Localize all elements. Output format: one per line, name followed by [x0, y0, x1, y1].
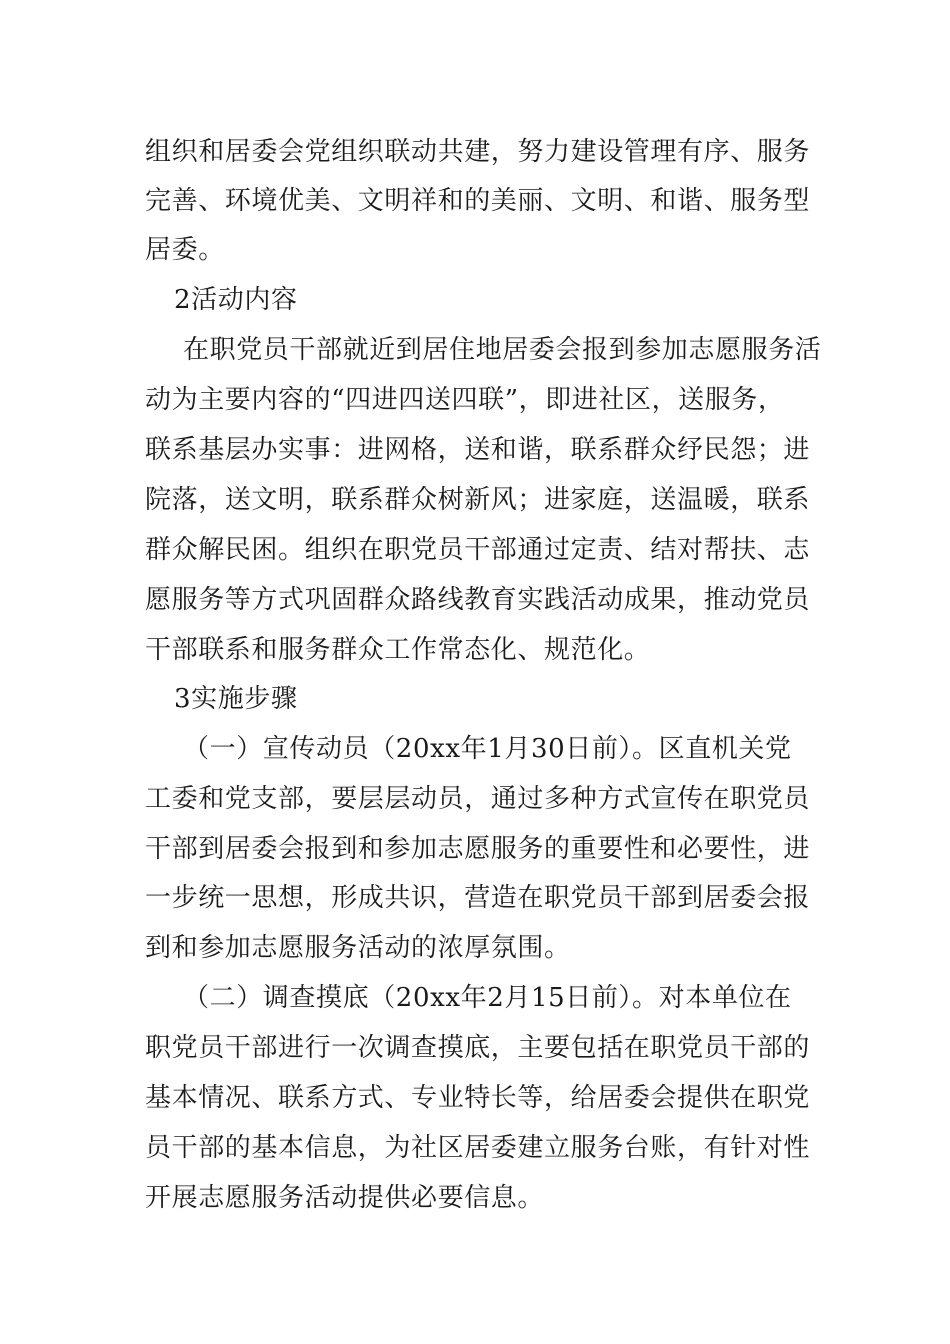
section-heading: 2活动内容: [174, 285, 298, 315]
paragraph-line: 动为主要内容的“四进四送四联”，即进社区，送服务，: [145, 385, 785, 415]
paragraph-line: 到和参加志愿服务活动的浓厚氛围。: [145, 933, 571, 963]
section-heading: 3实施步骤: [174, 684, 298, 714]
paragraph-line: 在职党员干部就近到居住地居委会报到参加志愿服务活: [183, 335, 822, 365]
paragraph-line: 职党员干部进行一次调查摸底，主要包括在职党员干部的: [145, 1033, 811, 1063]
paragraph-line: 联系基层办实事：进网格，送和谐，联系群众纾民怨；进: [145, 435, 811, 465]
paragraph-line: 愿服务等方式巩固群众路线教育实践活动成果，推动党员: [145, 585, 811, 615]
paragraph-line: （二）调查摸底（20xx年2月15日前）。对本单位在: [183, 983, 792, 1013]
paragraph-line: 群众解民困。组织在职党员干部通过定责、结对帮扶、志: [145, 535, 811, 565]
paragraph-line: （一）宣传动员（20xx年1月30日前）。区直机关党: [183, 734, 792, 764]
paragraph-line: 一步统一思想，形成共识，营造在职党员干部到居委会报: [145, 883, 811, 913]
paragraph-line: 院落，送文明，联系群众树新风；进家庭，送温暖，联系: [145, 485, 811, 515]
paragraph-line: 完善、环境优美、文明祥和的美丽、文明、和谐、服务型: [145, 186, 811, 216]
paragraph-line: 工委和党支部，要层层动员，通过多种方式宣传在职党员: [145, 784, 811, 814]
paragraph-line: 居委。: [145, 235, 225, 265]
paragraph-line: 开展志愿服务活动提供必要信息。: [145, 1183, 545, 1213]
paragraph-line: 员干部的基本信息，为社区居委建立服务台账，有针对性: [145, 1133, 811, 1163]
paragraph-line: 组织和居委会党组织联动共建，努力建设管理有序、服务: [145, 137, 811, 167]
paragraph-line: 干部到居委会报到和参加志愿服务的重要性和必要性，进: [145, 834, 811, 864]
paragraph-line: 干部联系和服务群众工作常态化、规范化。: [145, 635, 651, 665]
paragraph-line: 基本情况、联系方式、专业特长等，给居委会提供在职党: [145, 1083, 811, 1113]
